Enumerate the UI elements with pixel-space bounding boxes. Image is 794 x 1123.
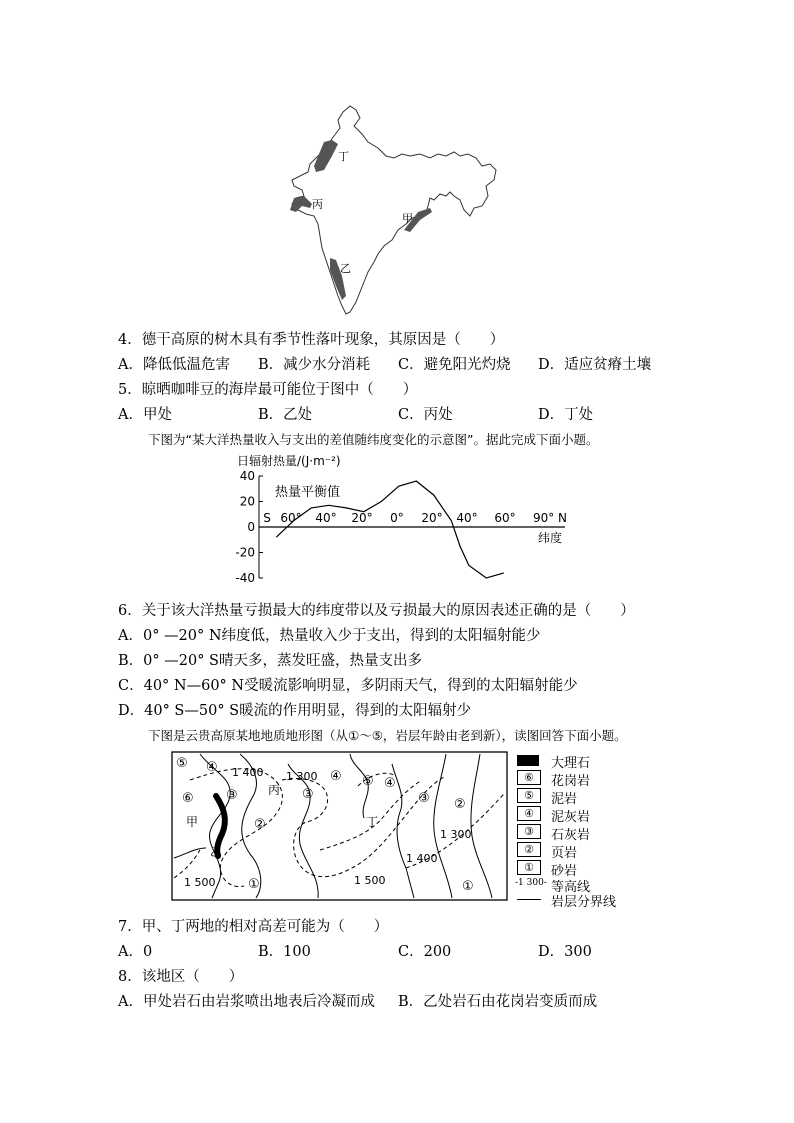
rock-boundary — [174, 848, 206, 858]
q6-option-c[interactable]: C．40° N—60° N受暖流影响明显，多阴雨天气，得到的太阳辐射能少 — [118, 678, 578, 694]
legend-label: 等高线 — [551, 880, 591, 895]
legend-item-boundary — [515, 892, 655, 910]
heat-balance-chart — [225, 450, 585, 595]
chart-x-tick-label: 20° — [421, 511, 443, 525]
rock-boundary — [471, 754, 492, 898]
contour-label: 1 400 — [232, 766, 264, 779]
legend-swatch: ② — [517, 842, 541, 857]
legend-item-mudstone — [515, 788, 655, 805]
q7-option-c[interactable]: C．200 — [398, 944, 452, 960]
legend-item-limestone — [515, 824, 655, 841]
legend-contour-symbol: -1 300- — [515, 878, 547, 888]
legend-swatch: ⑤ — [517, 788, 541, 803]
rock-boundary — [434, 754, 452, 898]
rock-symbol: ③ — [226, 788, 238, 803]
chart-y-tick-label: 20 — [239, 494, 255, 509]
rock-symbol: ④ — [206, 760, 218, 775]
chart-x-tick-label: 60° — [494, 511, 516, 525]
place-ding: 丁 — [366, 815, 379, 829]
chart-x-tick-label: 90° N — [532, 511, 568, 525]
chart-curve-label: 热量平衡值 — [275, 485, 341, 500]
contour-label: 1 500 — [354, 874, 386, 887]
label-ding: 丁 — [338, 150, 349, 163]
rock-symbol: ⑤ — [176, 756, 188, 771]
q8-stem: 8．该地区（ ） — [118, 969, 244, 985]
intro-heat: 下图为“某大洋热量收入与支出的差值随纬度变化的示意图”。据此完成下面小题。 — [148, 432, 599, 447]
india-map — [270, 100, 510, 320]
q4-stem: 4．德干高原的树木具有季节性落叶现象，其原因是（ ） — [118, 332, 505, 348]
q4-option-d[interactable]: D．适应贫瘠土壤 — [538, 357, 652, 373]
q6-option-a[interactable]: A．0° —20° N纬度低，热量收入少于支出，得到的太阳辐射能少 — [118, 628, 541, 644]
rock-symbol: ③ — [418, 791, 430, 806]
contour-label: 1 300 — [440, 828, 472, 841]
chart-x-tick-label: 40° — [456, 511, 478, 525]
chart-ylabel: 日辐射热量/(J·m⁻²) — [237, 454, 341, 468]
chart-x-tick-label: 60° — [280, 511, 302, 525]
legend-label: 页岩 — [551, 846, 578, 861]
rock-symbol: ① — [462, 879, 474, 894]
place-jia: 甲 — [186, 815, 199, 829]
chart-x-tick-label: 20° — [351, 511, 373, 525]
legend-label: 石灰岩 — [551, 828, 591, 843]
q6-option-d[interactable]: D．40° S—50° S暖流的作用明显，得到的太阳辐射少 — [118, 703, 472, 719]
q4-option-a[interactable]: A．降低低温危害 — [118, 357, 230, 373]
rock-symbol: ⑤ — [362, 774, 374, 789]
q4-option-c[interactable]: C．避免阳光灼烧 — [398, 357, 511, 373]
rock-symbol: ② — [254, 817, 266, 832]
rock-symbol: ③ — [302, 787, 314, 802]
legend-item-shale — [515, 842, 655, 859]
q8-option-b[interactable]: B．乙处岩石由花岗岩变质而成 — [398, 994, 598, 1010]
q6-stem: 6．关于该大洋热量亏损最大的纬度带以及亏损最大的原因表述正确的是（ ） — [118, 603, 635, 619]
q4-option-b[interactable]: B．减少水分消耗 — [258, 357, 371, 373]
contour-label: 1 300 — [286, 770, 318, 783]
chart-x-tick-label: 0° — [390, 511, 404, 525]
chart-xlabel: 纬度 — [538, 531, 563, 545]
legend-swatch: ③ — [517, 824, 541, 839]
chart-y-tick-label: 40 — [239, 469, 255, 483]
intro-geo: 下图是云贵高原某地地质地形图（从①～⑤，岩层年龄由老到新），读图回答下面小题。 — [148, 728, 627, 743]
legend-label: 花岗岩 — [551, 774, 591, 789]
label-jia: 甲 — [402, 212, 413, 225]
rock-symbol: ⑥ — [182, 791, 194, 806]
q5-option-d[interactable]: D．丁处 — [538, 407, 594, 423]
legend-swatch: ① — [517, 860, 541, 875]
q5-option-a[interactable]: A．甲处 — [118, 407, 172, 423]
chart-x-tick-label: 40° — [315, 511, 337, 525]
label-yi: 乙 — [340, 262, 351, 275]
legend-label: 泥灰岩 — [551, 810, 591, 825]
contour-label: 1 500 — [184, 876, 216, 889]
q5-option-c[interactable]: C．丙处 — [398, 407, 453, 423]
q7-option-b[interactable]: B．100 — [258, 944, 311, 960]
legend-label: 岩层分界线 — [551, 895, 617, 910]
rock-symbol: ① — [248, 877, 260, 892]
legend-item-contour — [515, 877, 655, 895]
legend-item-marble — [515, 752, 655, 769]
q5-stem: 5．晾晒咖啡豆的海岸最可能位于图中（ ） — [118, 382, 418, 398]
legend-item-sandstone — [515, 860, 655, 877]
legend-item-granite — [515, 770, 655, 787]
contour-line — [174, 850, 200, 878]
legend-swatch-black — [517, 755, 539, 766]
geologic-map — [170, 750, 510, 902]
legend-swatch: ⑥ — [517, 770, 541, 785]
q6-option-b[interactable]: B．0° —20° S晴天多，蒸发旺盛，热量支出多 — [118, 653, 422, 669]
q5-option-b[interactable]: B．乙处 — [258, 407, 313, 423]
rock-symbol: ④ — [384, 776, 396, 791]
legend-label: 大理石 — [551, 756, 591, 771]
q8-option-a[interactable]: A．甲处岩石由岩浆喷出地表后冷凝而成 — [118, 994, 375, 1010]
coast-bing — [290, 196, 312, 212]
rock-symbol: ④ — [330, 769, 342, 784]
legend-label: 砂岩 — [551, 864, 578, 879]
place-bing: 丙 — [268, 783, 281, 797]
chart-y-tick-label: -40 — [235, 571, 255, 585]
legend-label: 泥岩 — [551, 792, 578, 807]
legend-swatch: ④ — [517, 806, 541, 821]
chart-y-tick-label: -20 — [235, 545, 255, 560]
place-yi: 乙 — [210, 845, 223, 859]
legend-boundary-line — [517, 899, 541, 900]
geo-legend — [515, 752, 655, 910]
chart-y-tick-label: 0 — [247, 520, 255, 534]
rock-symbol: ② — [454, 797, 466, 812]
rock-boundary — [288, 764, 318, 898]
q7-option-d[interactable]: D．300 — [538, 944, 592, 960]
q7-option-a[interactable]: A．0 — [118, 944, 153, 960]
chart-x-tick-label: S — [263, 511, 271, 525]
label-bing: 丙 — [312, 198, 323, 211]
q7-stem: 7．甲、丁两地的相对高差可能为（ ） — [118, 919, 389, 935]
legend-item-marl — [515, 806, 655, 823]
contour-label: 1 400 — [406, 852, 438, 865]
